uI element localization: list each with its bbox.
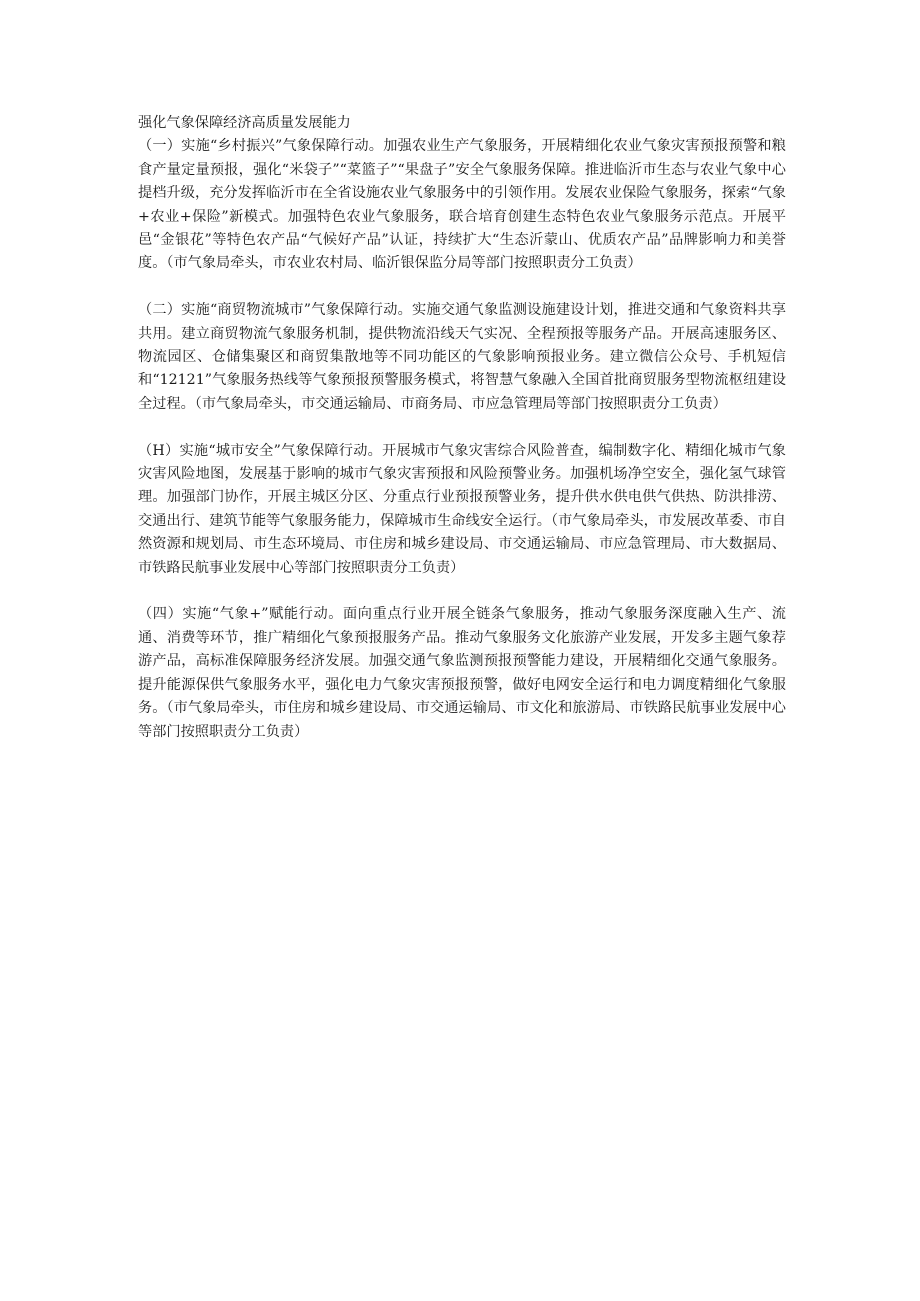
paragraph-city-safety: （H）实施“城市安全”气象保障行动。开展城市气象灾害综合风险普查，编制数字化、精细化城市气象灾害风险地图，发展基于影响的城市气象灾害预报和风险预警业务。加强机场净空安全，强化氢气球管理。加强部门协作，开展主城区分区、分重点行业预报预警业务，提升供水供电供气供热、防洪排涝、交通出行、建筑节能等气象服务能力，保障城市生命线安全运行。（市气象局牵头，市发展改革委、市自然资源和规划局、市生态环境局、市住房和城乡建设局、市交通运输局、市应急管理局、市大数据局、市铁路民航事业发展中心等部门按照职责分工负责） bbox=[138, 442, 786, 576]
document-body bbox=[138, 112, 786, 744]
document-heading: 强化气象保障经济高质量发展能力 bbox=[138, 115, 351, 131]
paragraph-meteorology-plus: （四）实施“气象+”赋能行动。面向重点行业开展全链条气象服务，推动气象服务深度融入生产、流通、消费等环节，推广精细化气象预报服务产品。推动气象服务文化旅游产业发展，开发多主题气象荐游产品，高标准保障服务经济发展。加强交通气象监测预报预警能力建设，开展精细化交通气象服务。提升能源保供气象服务水平，强化电力气象灾害预报预警，做好电网安全运行和电力调度精细化气象服务。（市气象局牵头，市住房和城乡建设局、市交通运输局、市文化和旅游局、市铁路民航事业发展中心等部门按照职责分工负责） bbox=[138, 606, 786, 740]
paragraph-trade-logistics: （二）实施“商贸物流城市”气象保障行动。实施交通气象监测设施建设计划，推进交通和气象资料共享共用。建立商贸物流气象服务机制，提供物流沿线天气实况、全程预报等服务产品。开展高速服务区、物流园区、仓储集聚区和商贸集散地等不同功能区的气象影响预报业务。建立微信公众号、手机短信和“12121”气象服务热线等气象预报预警服务模式，将智慧气象融入全国首批商贸服务型物流枢纽建设全过程。（市气象局牵头，市交通运输局、市商务局、市应急管理局等部门按照职责分工负责） bbox=[138, 302, 786, 412]
paragraph-rural-revitalization: （一）实施“乡村振兴”气象保障行动。加强农业生产气象服务，开展精细化农业气象灾害预报预警和粮食产量定量预报，强化“米袋子”“菜篮子”“果盘子”安全气象服务保障。推进临沂市生态与农业气象中心提档升级，充分发挥临沂市在全省设施农业气象服务中的引领作用。发展农业保险气象服务，探索“气象+农业+保险”新模式。加强特色农业气象服务，联合培育创建生态特色农业气象服务示范点。开展平邑“金银花”等特色农产品“气候好产品”认证，持续扩大“生态沂蒙山、优质农产品”品牌影响力和美誉度。（市气象局牵头，市农业农村局、临沂银保监分局等部门按照职责分工负责） bbox=[138, 138, 786, 272]
